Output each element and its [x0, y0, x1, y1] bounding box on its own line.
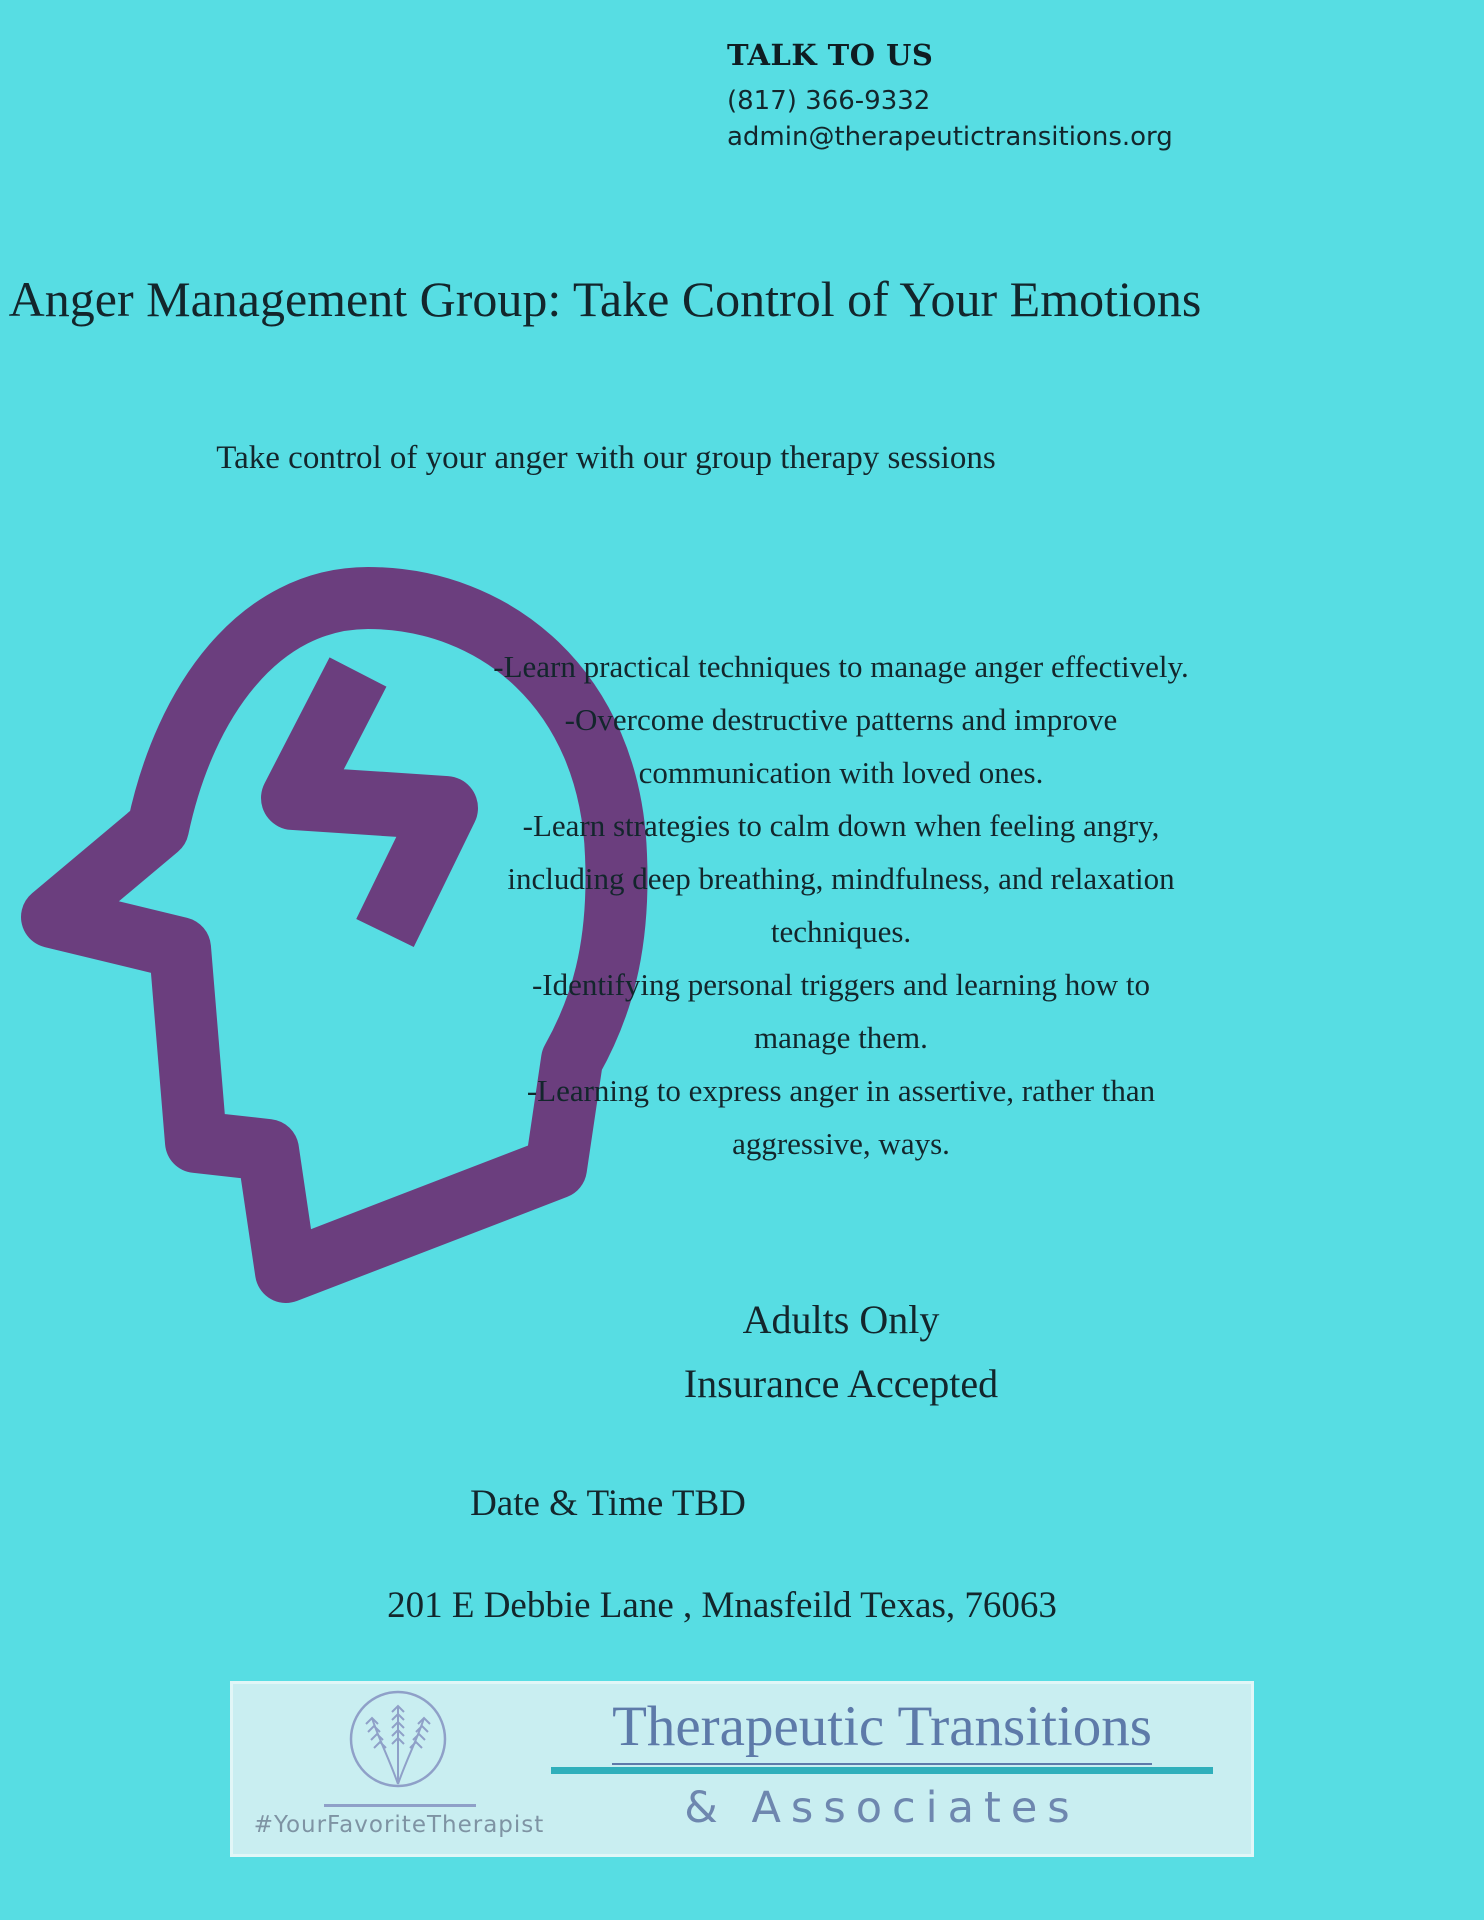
page-title: Anger Management Group: Take Control of Your Emotions [8, 271, 1202, 327]
lavender-sprigs [366, 1706, 430, 1784]
lavender-logo-icon [345, 1688, 451, 1794]
hashtag-text: #YourFavoriteTherapist [253, 1812, 545, 1838]
brand-name: Therapeutic Transitions [612, 1694, 1152, 1765]
page-subtitle: Take control of your anger with our group therapy sessions [216, 440, 996, 476]
benefits-list [480, 640, 1202, 1170]
brand-banner [230, 1681, 1254, 1857]
schedule-line: Date & Time TBD [470, 1483, 746, 1524]
benefit-item: -Overcome destructive patterns and improve communication with loved ones. [564, 702, 1118, 790]
adults-only-line: Adults Only [742, 1297, 940, 1342]
logo-divider-line [324, 1804, 476, 1807]
brand-suffix: & Associates [684, 1782, 1080, 1833]
contact-phone: (817) 366-9332 [727, 86, 931, 116]
lightning-bolt [293, 672, 446, 933]
benefit-item: -Learning to express anger in assertive, rather than aggressive, ways. [526, 1073, 1156, 1161]
contact-block [727, 38, 1207, 152]
contact-heading: TALK TO US [727, 38, 934, 72]
brand-teal-underline [551, 1767, 1213, 1774]
benefit-item: -Learn strategies to calm down when feeling angry, including deep breathing, mindfulness, and relaxation techniques. [507, 808, 1175, 949]
brand-text-block [551, 1694, 1213, 1833]
insurance-line: Insurance Accepted [683, 1361, 999, 1406]
eligibility-block [480, 1288, 1202, 1416]
address-line: 201 E Debbie Lane , Mnasfeild Texas, 76063 [387, 1585, 1057, 1626]
benefit-item: -Learn practical techniques to manage anger effectively. [493, 649, 1189, 684]
contact-email: admin@therapeutictransitions.org [727, 122, 1173, 152]
benefit-item: -Identifying personal triggers and learning how to manage them. [531, 967, 1151, 1055]
